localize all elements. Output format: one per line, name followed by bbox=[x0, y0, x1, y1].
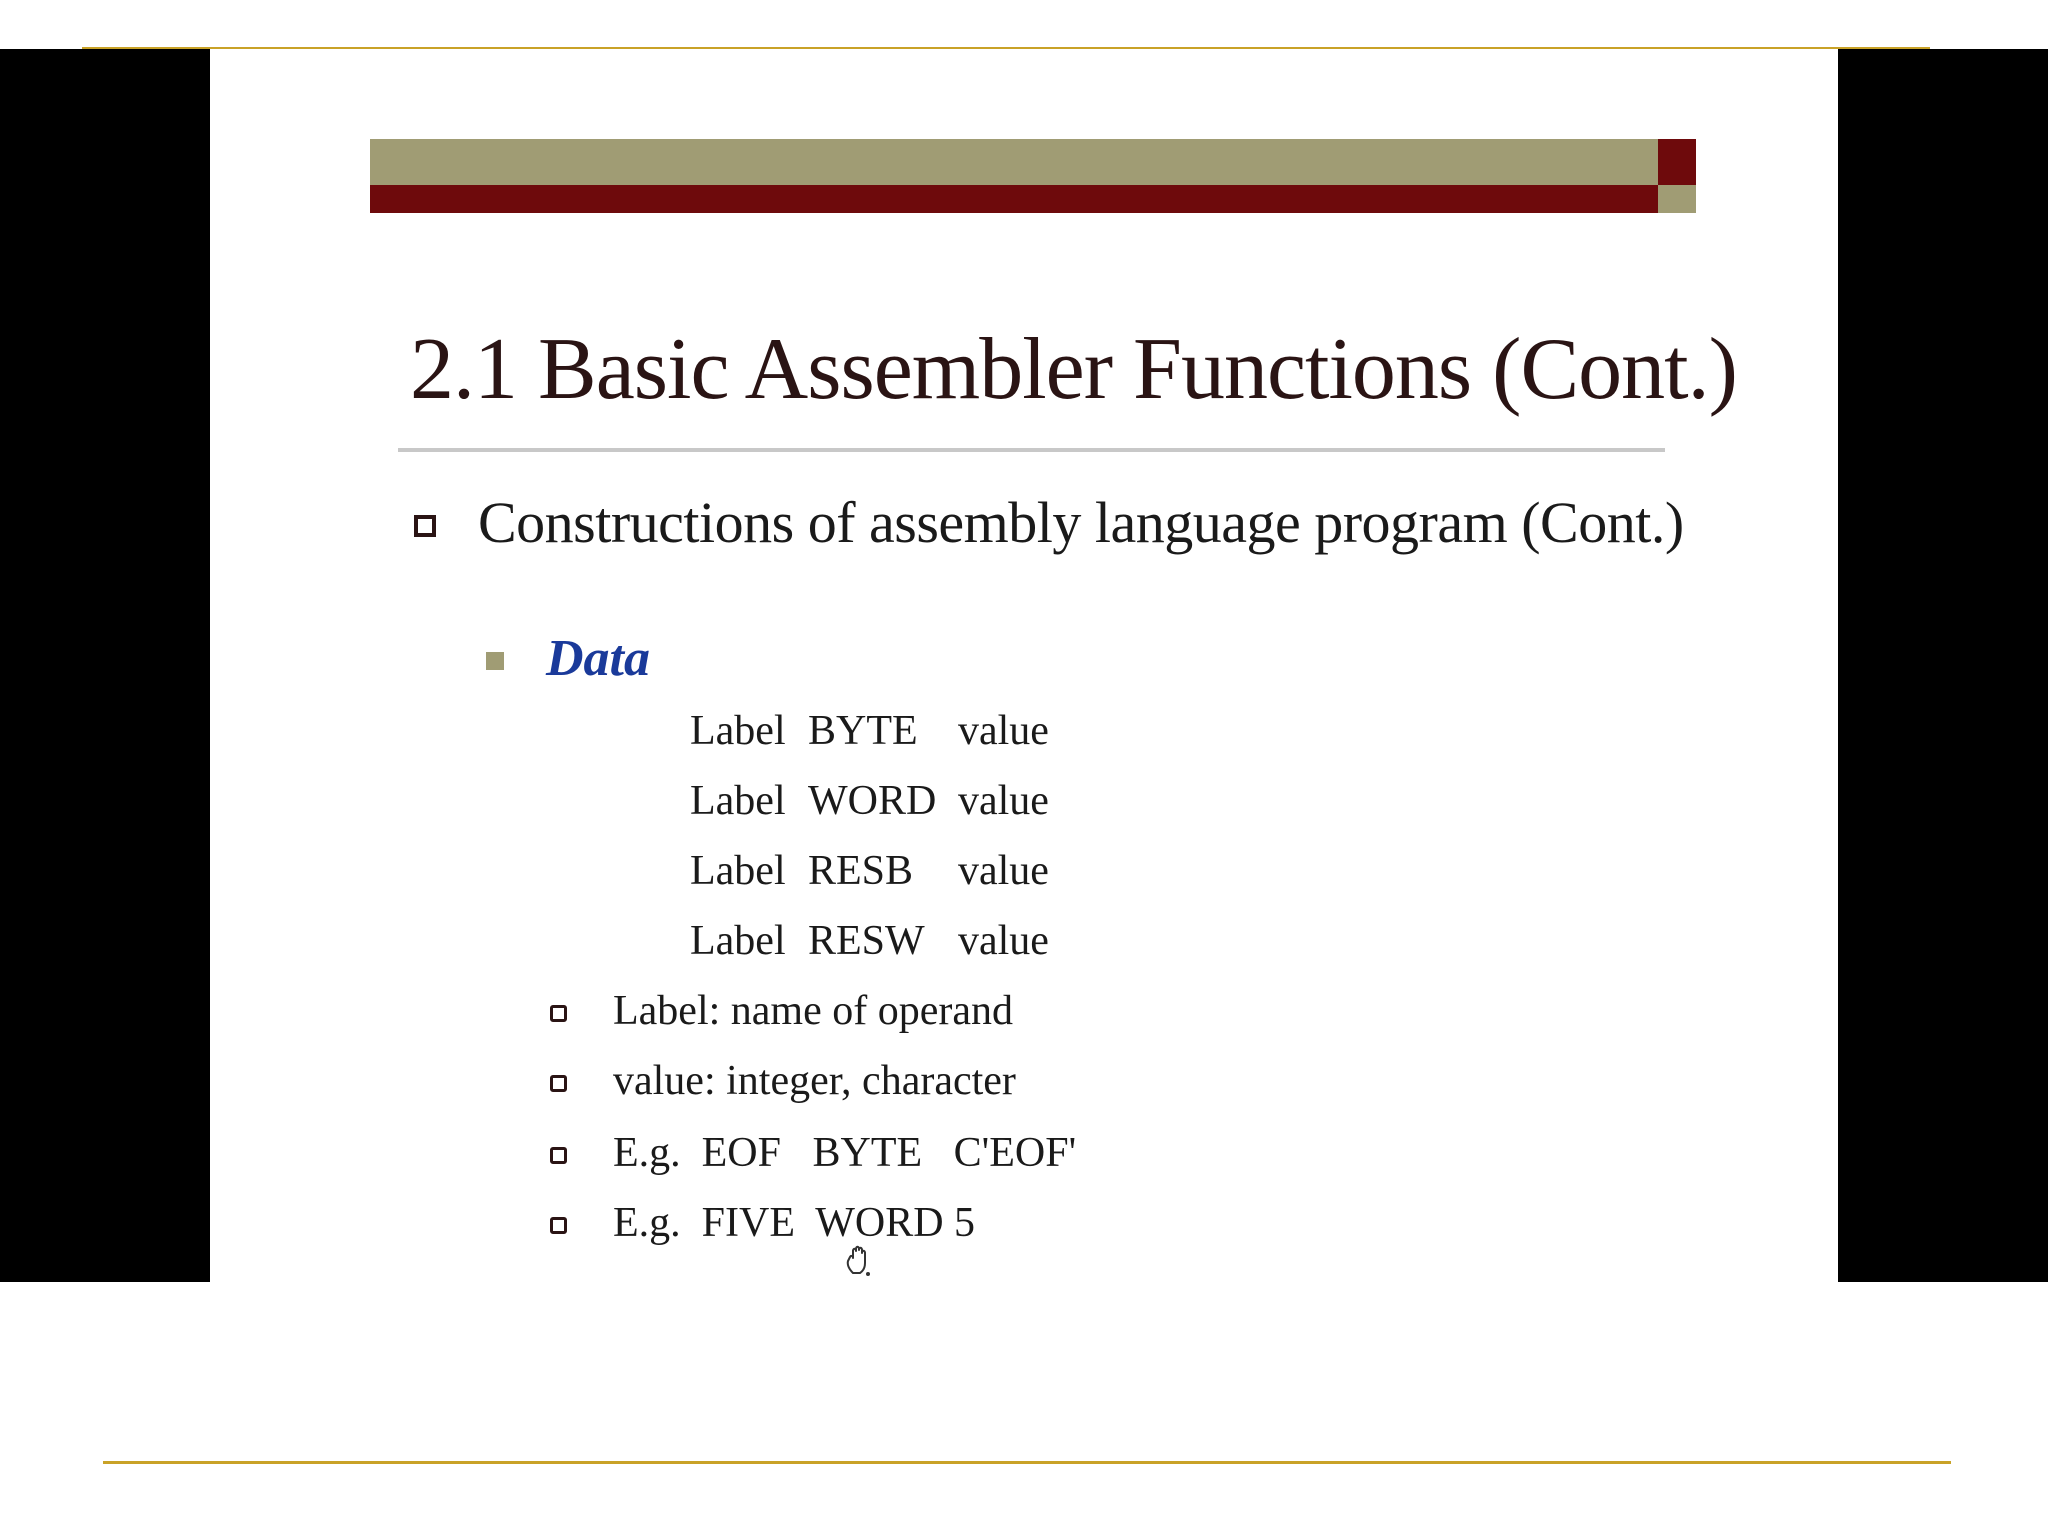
hand-cursor-icon bbox=[843, 1243, 873, 1277]
hollow-square-bullet-icon bbox=[414, 515, 436, 537]
small-square-bullet-icon bbox=[550, 1217, 567, 1234]
small-square-bullet-icon bbox=[550, 1075, 567, 1092]
bottom-gold-rule bbox=[103, 1461, 1951, 1464]
note-item: Label: name of operand bbox=[550, 987, 1013, 1035]
header-bar-maroon bbox=[370, 185, 1658, 213]
sub-bullet-text: Data bbox=[546, 630, 650, 687]
slide bbox=[210, 49, 1838, 1282]
note-item: value: integer, character bbox=[550, 1057, 1016, 1105]
bullet-text: Constructions of assembly language program (Cont.) bbox=[478, 490, 1684, 555]
filled-square-bullet-icon bbox=[486, 652, 504, 670]
data-line: Label RESB value bbox=[690, 848, 1049, 894]
note-item: E.g. FIVE WORD 5 bbox=[550, 1199, 975, 1247]
video-frame[interactable] bbox=[0, 49, 2048, 1282]
slide-title: 2.1 Basic Assembler Functions (Cont.) bbox=[410, 321, 1737, 418]
small-square-bullet-icon bbox=[550, 1005, 567, 1022]
header-bar-cap-top bbox=[1658, 139, 1696, 185]
data-line: Label BYTE value bbox=[690, 708, 1049, 754]
header-bar-olive bbox=[370, 139, 1658, 185]
note-item: E.g. EOF BYTE C'EOF' bbox=[550, 1129, 1076, 1177]
title-divider bbox=[398, 448, 1665, 452]
bullet-data bbox=[486, 629, 650, 688]
data-line: Label WORD value bbox=[690, 778, 1049, 824]
header-bar-cap-bottom bbox=[1658, 185, 1696, 213]
bullet-constructions bbox=[414, 489, 1684, 556]
data-line: Label RESW value bbox=[690, 918, 1049, 964]
small-square-bullet-icon bbox=[550, 1147, 567, 1164]
